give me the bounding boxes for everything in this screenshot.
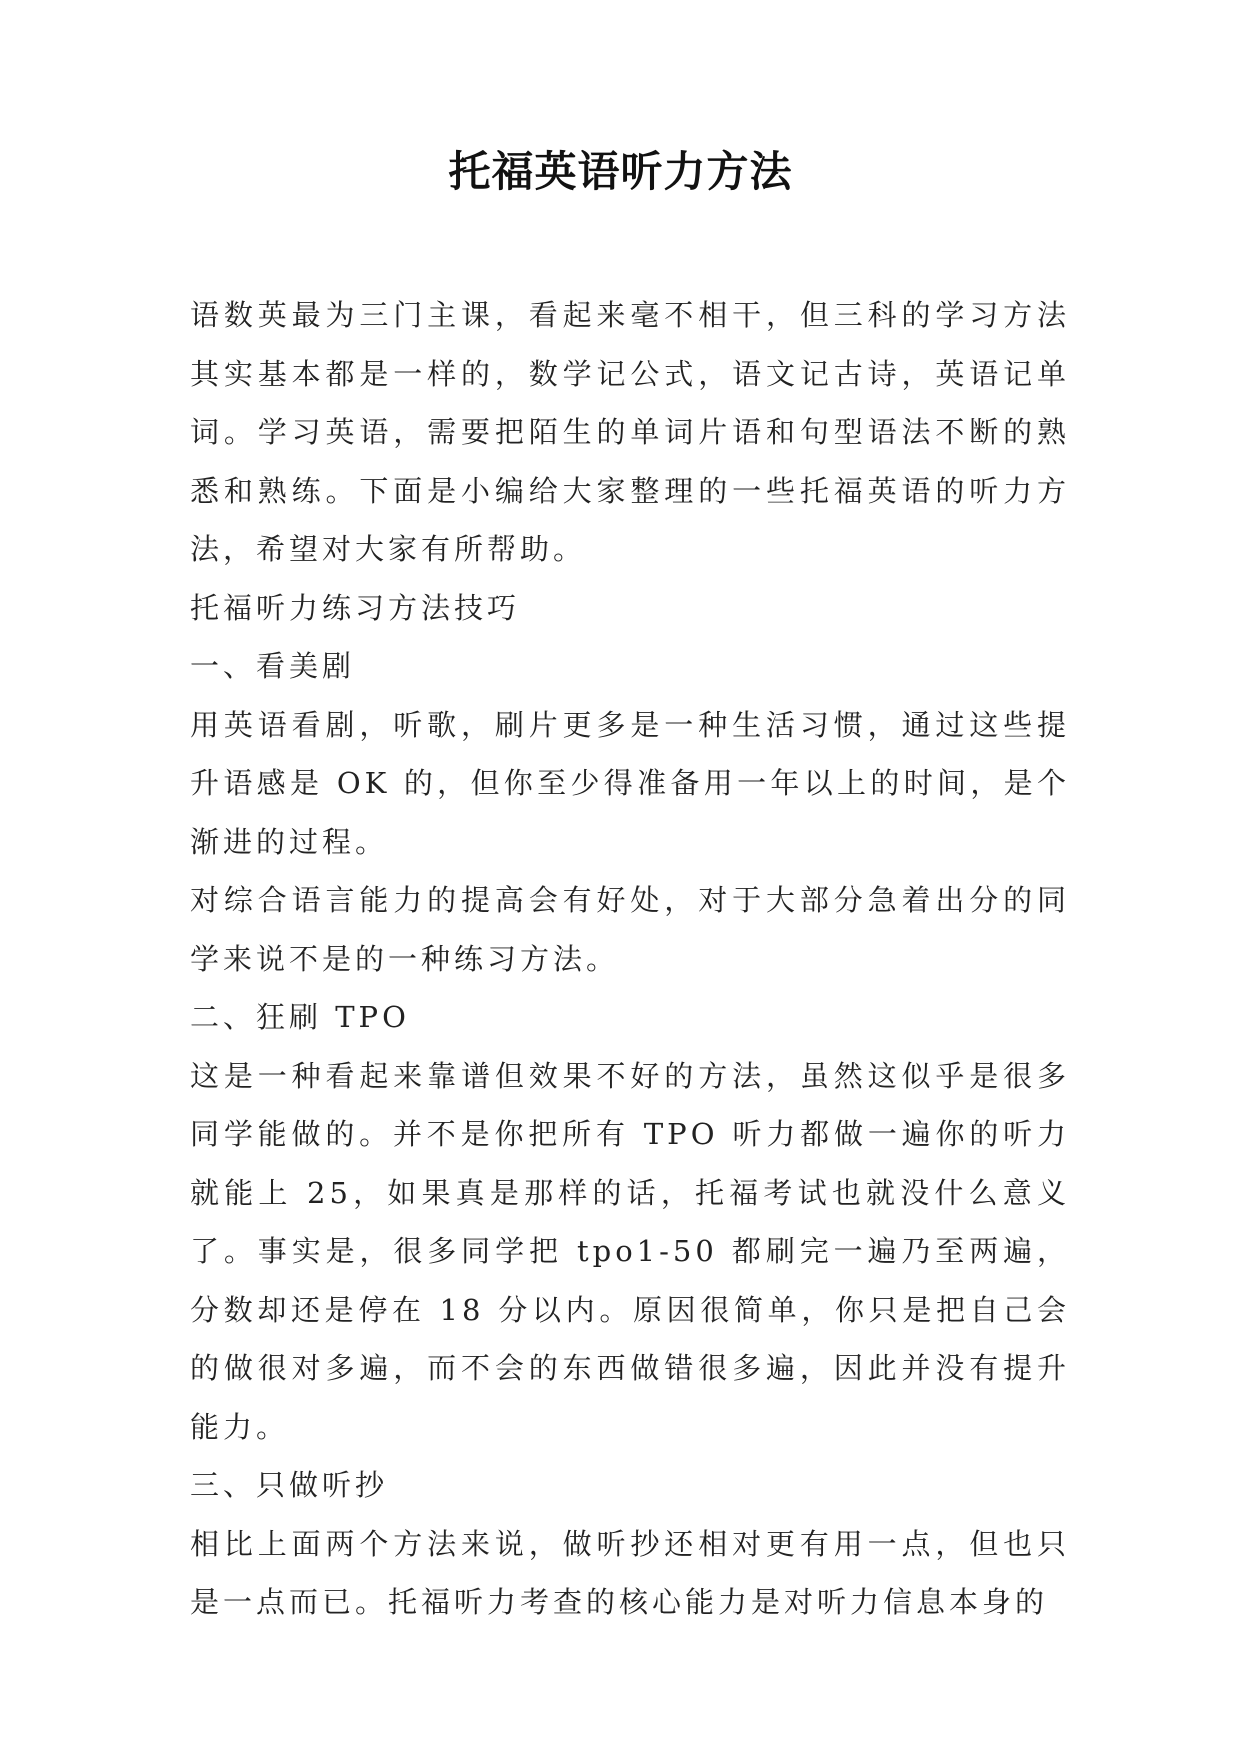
paragraph-tpo: 这是一种看起来靠谱但效果不好的方法，虽然这似乎是很多同学能做的。并不是你把所有 TPO 听力都做一遍你的听力就能上 25，如果真是那样的话，托福考试也就没什么意义了。事实是，很多同学把 tpo1-50 都刷完一遍乃至两遍，分数却还是停在 18 分以内。原因很简单，你只是把自己会的做很对多遍，而不会的东西做错很多遍，因此并没有提升能力。: [190, 1058, 1070, 1444]
subheading-dictation: 三、只做听抄: [190, 1468, 389, 1502]
paragraph-watch-tv: 用英语看剧，听歌，刷片更多是一种生活习惯，通过这些提升语感是 OK 的，但你至少得准备用一年以上的时间，是个渐进的过程。: [190, 707, 1070, 859]
intro-paragraph: 语数英最为三门主课，看起来毫不相干，但三科的学习方法其实基本都是一样的，数学记公式，语文记古诗，英语记单词。学习英语，需要把陌生的单词片语和句型语法不断的熟悉和熟练。下面是小编给大家整理的一些托福英语的听力方法，希望对大家有所帮助。: [190, 298, 1070, 566]
paragraph-dictation: 相比上面两个方法来说，做听抄还相对更有用一点，但也只是一点而已。托福听力考查的核心能力是对听力信息本身的: [190, 1526, 1070, 1619]
paragraph-watch-tv-note: 对综合语言能力的提高会有好处，对于大部分急着出分的同学来说不是的一种练习方法。: [190, 883, 1070, 976]
document-body: [190, 286, 1070, 1632]
document-title: 托福英语听力方法: [448, 147, 793, 196]
subheading-watch-tv: 一、看美剧: [190, 649, 356, 683]
subheading-tpo: 二、狂刷 TPO: [190, 1000, 410, 1034]
section-heading: 托福听力练习方法技巧: [190, 590, 521, 625]
